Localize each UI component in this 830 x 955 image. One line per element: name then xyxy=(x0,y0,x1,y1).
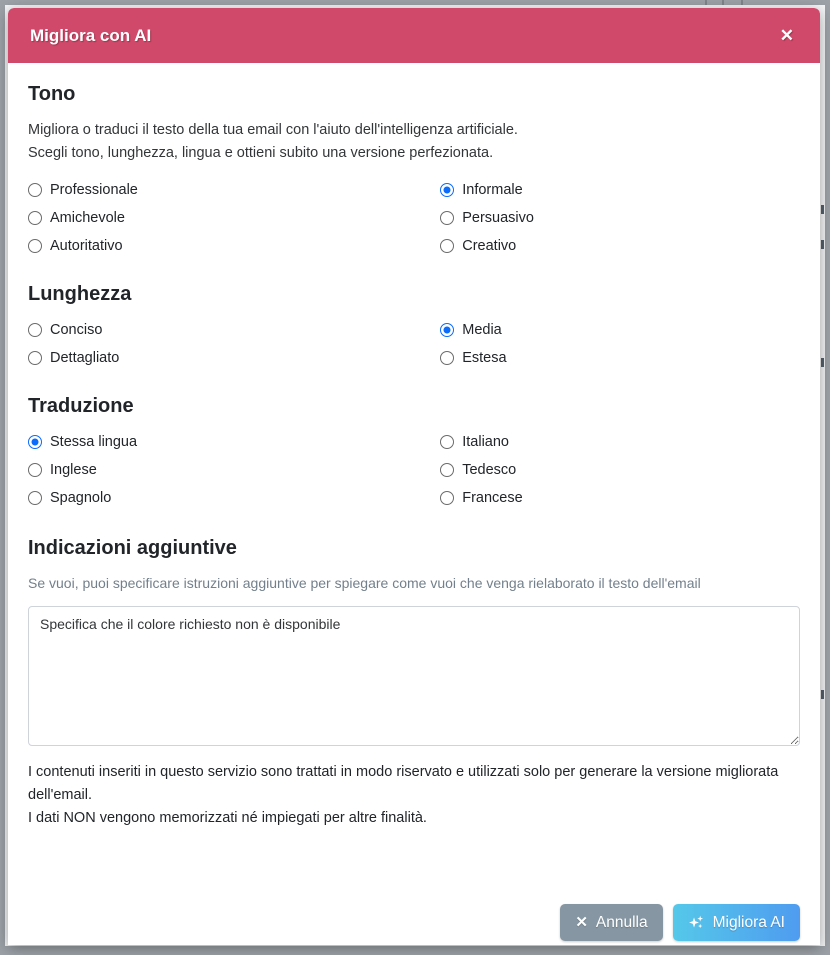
radio-label: Persuasivo xyxy=(462,210,534,226)
cancel-button-label: Annulla xyxy=(595,913,648,931)
radio-input-francese[interactable] xyxy=(440,491,454,505)
tono-heading: Tono xyxy=(28,83,76,105)
radio-label: Stessa lingua xyxy=(50,434,138,450)
radio-option-stessa-lingua[interactable] xyxy=(28,433,137,451)
radio-label: Informale xyxy=(462,182,523,198)
radio-input-inglese[interactable] xyxy=(28,463,42,477)
radio-label: Amichevole xyxy=(50,210,125,226)
additional-instructions-textarea[interactable] xyxy=(28,606,800,746)
radio-label: Creativo xyxy=(462,238,517,254)
radio-option-francese[interactable] xyxy=(440,489,522,507)
radio-input-tedesco[interactable] xyxy=(440,463,454,477)
radio-option-informale[interactable] xyxy=(440,181,522,199)
radio-option-persuasivo[interactable] xyxy=(440,209,534,227)
tono-description-line1: Migliora o traduci il testo della tua email con l'aiuto dell'intelligenza artificiale. xyxy=(28,122,518,138)
traduzione-heading: Traduzione xyxy=(28,395,134,417)
indicazioni-heading: Indicazioni aggiuntive xyxy=(28,537,237,559)
dialog-header xyxy=(8,8,820,63)
traduzione-options-left-column xyxy=(28,433,440,507)
radio-input-professionale[interactable] xyxy=(28,183,42,197)
background-text-fragment xyxy=(821,358,824,367)
lunghezza-heading: Lunghezza xyxy=(28,283,132,305)
radio-option-conciso[interactable] xyxy=(28,321,102,339)
lunghezza-options xyxy=(28,321,800,367)
background-table-line xyxy=(741,0,743,5)
radio-label: Dettagliato xyxy=(50,350,120,366)
background-text-fragment xyxy=(821,690,824,699)
radio-label: Spagnolo xyxy=(50,490,112,506)
x-icon: ✕ xyxy=(575,914,588,931)
spacer xyxy=(28,830,800,904)
dialog-title: Migliora con AI xyxy=(30,25,152,45)
traduzione-options xyxy=(28,433,800,507)
radio-option-estesa[interactable] xyxy=(440,349,506,367)
radio-label: Professionale xyxy=(50,182,138,198)
privacy-note-line2: I dati NON vengono memorizzati né impiegati per altre finalità. xyxy=(28,810,427,826)
indicazioni-description: Se vuoi, puoi specificare istruzioni aggiuntive per spiegare come vuoi che venga rielaborato il testo dell'email xyxy=(28,575,701,591)
migliora-ai-button-label: Migliora AI xyxy=(712,913,785,931)
dialog-footer xyxy=(28,904,800,945)
close-icon[interactable]: ✕ xyxy=(776,23,798,48)
background-text-fragment xyxy=(821,205,824,214)
radio-option-inglese[interactable] xyxy=(28,461,97,479)
privacy-note-line1: I contenuti inseriti in questo servizio sono trattati in modo riservato e utilizzati solo per generare la versione migliorata dell'email. xyxy=(28,764,779,803)
traduzione-options-right-column xyxy=(440,433,800,507)
radio-input-dettagliato[interactable] xyxy=(28,351,42,365)
sparkles-icon xyxy=(688,914,705,931)
tono-options-right-column xyxy=(440,181,800,255)
migliora-ai-button[interactable] xyxy=(673,904,800,941)
radio-option-professionale[interactable] xyxy=(28,181,138,199)
radio-label: Inglese xyxy=(50,462,97,478)
radio-option-autoritativo[interactable] xyxy=(28,237,123,255)
background-text-fragment xyxy=(821,240,824,249)
radio-input-stessa-lingua[interactable] xyxy=(28,435,42,449)
background-table-line xyxy=(705,0,707,5)
radio-option-creativo[interactable] xyxy=(440,237,516,255)
radio-label: Autoritativo xyxy=(50,238,123,254)
dialog-body xyxy=(8,63,820,945)
radio-input-persuasivo[interactable] xyxy=(440,211,454,225)
radio-option-dettagliato[interactable] xyxy=(28,349,119,367)
radio-input-media[interactable] xyxy=(440,323,454,337)
radio-option-amichevole[interactable] xyxy=(28,209,125,227)
radio-label: Tedesco xyxy=(462,462,517,478)
radio-label: Estesa xyxy=(462,350,507,366)
tono-description-line2: Scegli tono, lunghezza, lingua e ottieni subito una versione perfezionata. xyxy=(28,145,494,161)
radio-option-spagnolo[interactable] xyxy=(28,489,111,507)
radio-option-italiano[interactable] xyxy=(440,433,509,451)
radio-option-media[interactable] xyxy=(440,321,502,339)
radio-input-creativo[interactable] xyxy=(440,239,454,253)
radio-label: Media xyxy=(462,322,502,338)
background-table-line xyxy=(722,0,724,5)
migliora-con-ai-dialog xyxy=(8,8,820,945)
tono-description xyxy=(28,119,800,165)
privacy-note xyxy=(28,761,800,830)
radio-label: Conciso xyxy=(50,322,103,338)
radio-input-italiano[interactable] xyxy=(440,435,454,449)
tono-options xyxy=(28,181,800,255)
radio-label: Francese xyxy=(462,490,523,506)
radio-option-tedesco[interactable] xyxy=(440,461,516,479)
radio-input-spagnolo[interactable] xyxy=(28,491,42,505)
radio-input-informale[interactable] xyxy=(440,183,454,197)
radio-input-amichevole[interactable] xyxy=(28,211,42,225)
cancel-button[interactable] xyxy=(560,904,662,941)
lunghezza-options-left-column xyxy=(28,321,440,367)
radio-input-estesa[interactable] xyxy=(440,351,454,365)
radio-input-conciso[interactable] xyxy=(28,323,42,337)
radio-input-autoritativo[interactable] xyxy=(28,239,42,253)
tono-options-left-column xyxy=(28,181,440,255)
lunghezza-options-right-column xyxy=(440,321,800,367)
radio-label: Italiano xyxy=(462,434,509,450)
